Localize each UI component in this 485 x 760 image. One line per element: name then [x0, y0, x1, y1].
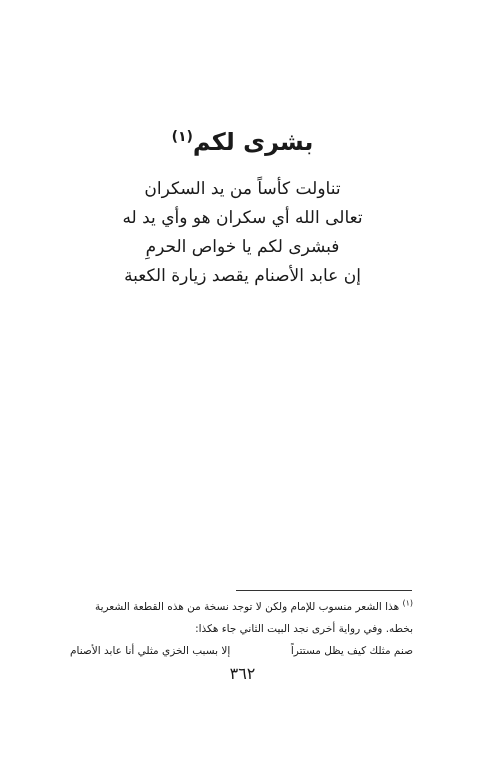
footnote-verse: [70, 640, 413, 662]
poem-line-1: تناولت كأساً من يد السكران: [144, 179, 341, 199]
poem-body: [0, 175, 485, 291]
footnote-line-1-text: هذا الشعر منسوب للإمام ولكن لا توجد نسخة من هذه القطعة الشعرية: [94, 601, 400, 613]
footnote-separator: [236, 590, 412, 591]
footnote-line-1: [70, 596, 413, 618]
poem-title-text: بشرى لكم: [192, 128, 314, 156]
footnote-marker: (١): [402, 598, 413, 608]
title-footnote-marker: (١): [171, 129, 193, 145]
page-number: ٣٦٢: [229, 664, 256, 683]
poem-line-2: تعالى الله أي سكران هو وأي يد له: [122, 208, 363, 228]
poem-line-3: فبشرى لكم يا خواص الحرمِ: [145, 237, 340, 257]
poem-title: [0, 126, 485, 158]
footnote-line-2: بخطه. وفي رواية أخرى نجد البيت الثاني جاء هكذا:: [195, 623, 413, 635]
footnote: [70, 596, 413, 662]
footnote-verse-right: صنم مثلك كيف يظل مستتراً: [290, 645, 413, 657]
poem-line-4: إن عابد الأصنام يقصد زيارة الكعبة: [124, 266, 361, 286]
footnote-verse-left: إلا بسبب الخزي مثلي أنا عابد الأصنام: [70, 645, 231, 657]
